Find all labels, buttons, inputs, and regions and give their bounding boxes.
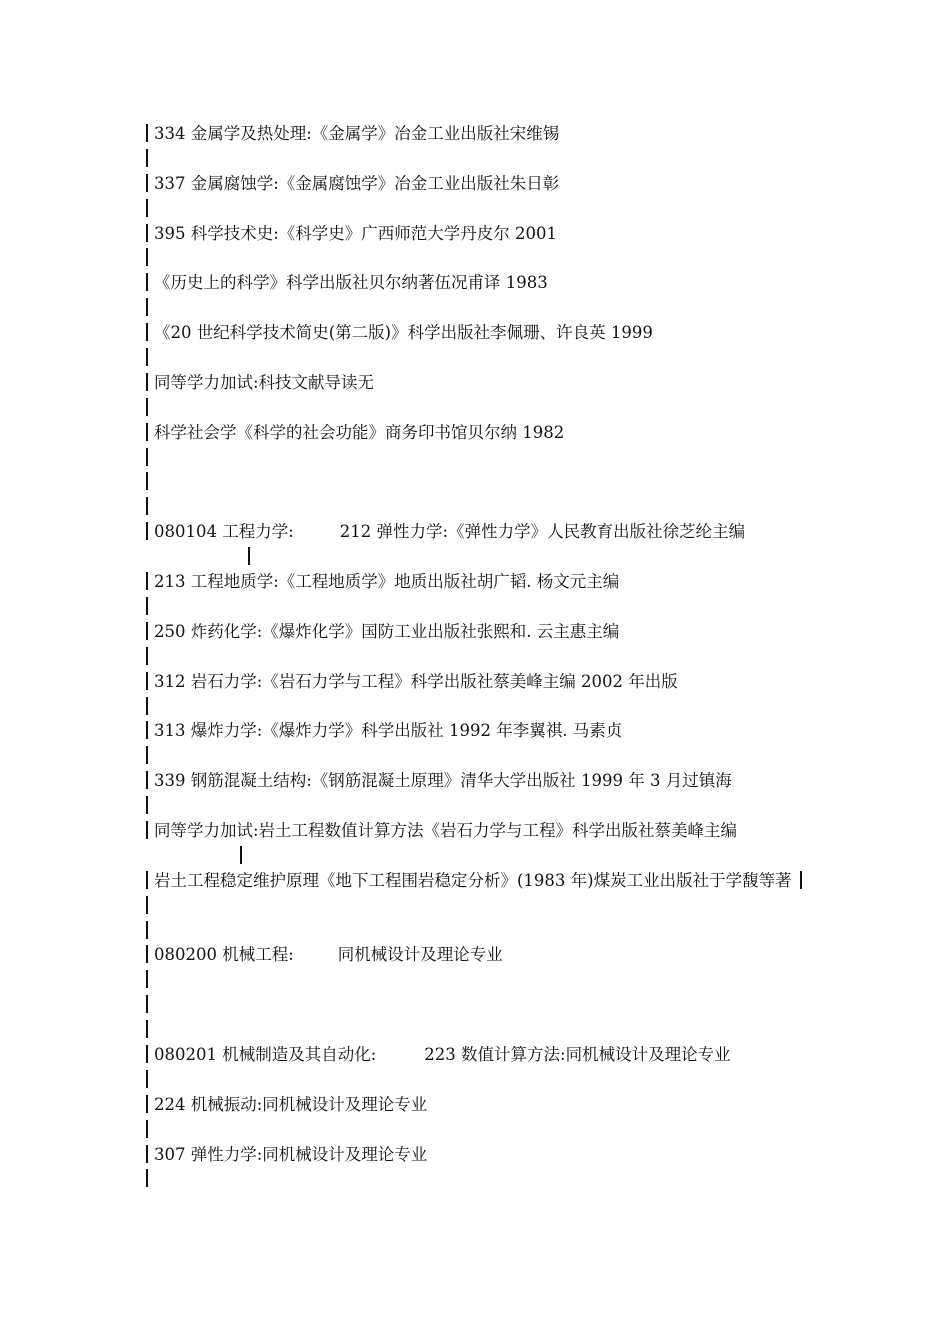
text-line (146, 645, 826, 670)
bar-marker (248, 547, 250, 565)
line-text: 223 数值计算方法:同机械设计及理论专业 (424, 1045, 731, 1065)
bar-marker (146, 672, 148, 690)
text-line (146, 271, 826, 296)
text-line (146, 470, 826, 495)
line-text: 岩土工程稳定维护原理《地下工程围岩稳定分析》(1983 年)煤炭工业出版社于学馥等著 (154, 870, 792, 890)
text-line (146, 122, 826, 147)
text-line (146, 943, 826, 968)
text-line (146, 1018, 826, 1043)
line-text: 313 爆炸力学:《爆炸力学》科学出版社 1992 年李翼祺. 马素贞 (154, 721, 623, 741)
bar-marker (146, 995, 148, 1013)
bar-marker (146, 448, 148, 466)
section-heading: 080200 机械工程: (154, 945, 294, 965)
line-text: 224 机械振动:同机械设计及理论专业 (154, 1094, 428, 1114)
line-text: 334 金属学及热处理:《金属学》冶金工业出版社宋维锡 (154, 124, 560, 143)
bar-marker (146, 423, 148, 441)
line-text: 同机械设计及理论专业 (337, 945, 503, 965)
text-line (146, 570, 826, 595)
line-text: 307 弹性力学:同机械设计及理论专业 (154, 1144, 428, 1164)
bar-marker (146, 821, 148, 839)
bar-marker (146, 472, 148, 490)
bar-marker (146, 373, 148, 391)
bar-marker (146, 896, 148, 914)
text-line (146, 446, 826, 471)
bar-marker (146, 497, 148, 515)
line-text: 《历史上的科学》科学出版社贝尔纳著伍况甫译 1983 (154, 273, 548, 293)
line-text: 312 岩石力学:《岩石力学与工程》科学出版社蔡美峰主编 2002 年出版 (154, 671, 678, 691)
text-line (146, 421, 826, 446)
line-text: 337 金属腐蚀学:《金属腐蚀学》冶金工业出版社朱日彰 (154, 173, 560, 193)
bar-marker (146, 970, 148, 988)
bar-marker (146, 124, 148, 142)
bar-marker (146, 298, 148, 316)
text-line (146, 894, 826, 919)
bar-marker (146, 1070, 148, 1088)
bar-marker (146, 1169, 148, 1187)
text-line (146, 695, 826, 720)
line-text: 《20 世纪科学技术简史(第二版)》科学出版社李佩珊、许良英 1999 (154, 323, 653, 343)
text-line (146, 620, 826, 645)
line-text: 同等学力加试:岩土工程数值计算方法《岩石力学与工程》科学出版社蔡美峰主编 (154, 820, 738, 840)
bar-marker (146, 199, 148, 217)
text-line (146, 520, 814, 570)
bar-marker (146, 622, 148, 640)
text-line (146, 1143, 826, 1168)
bar-marker (146, 796, 148, 814)
text-line (146, 296, 826, 321)
text-line (146, 222, 826, 247)
line-text: 395 科学技术史:《科学史》广西师范大学丹皮尔 2001 (154, 223, 558, 243)
text-line (146, 1068, 826, 1093)
bar-marker (800, 871, 802, 889)
text-line (146, 1167, 826, 1192)
line-text: 科学社会学《科学的社会功能》商务印书馆贝尔纳 1982 (154, 422, 565, 442)
line-text: 同等学力加试:科技文献导读无 (154, 372, 375, 392)
text-line (146, 396, 826, 421)
line-text: 213 工程地质学:《工程地质学》地质出版社胡广韬. 杨文元主编 (154, 572, 620, 592)
text-line (146, 246, 826, 271)
text-line (146, 968, 826, 993)
bar-marker (146, 174, 148, 192)
bar-marker (146, 1020, 148, 1038)
text-line (146, 595, 826, 620)
text-line (146, 371, 826, 396)
bar-marker (146, 572, 148, 590)
line-text: 250 炸药化学:《爆炸化学》国防工业出版社张熙和. 云主惠主编 (154, 621, 620, 641)
bar-marker (146, 597, 148, 615)
text-line (146, 744, 826, 769)
text-line (146, 172, 826, 197)
line-text: 339 钢筋混凝土结构:《钢筋混凝土原理》清华大学出版社 1999 年 3 月过镇海 (154, 771, 732, 791)
bar-marker (146, 721, 148, 739)
text-line (146, 197, 826, 222)
bar-marker (146, 1120, 148, 1138)
text-line (146, 346, 826, 371)
text-line (146, 993, 826, 1018)
text-line (146, 1118, 826, 1143)
document-body (146, 122, 826, 1192)
text-line (146, 919, 826, 944)
text-line (146, 819, 814, 869)
bar-marker (146, 248, 148, 266)
bar-marker (146, 522, 148, 540)
text-line (146, 1043, 826, 1068)
line-text: 212 弹性力学:《弹性力学》人民教育出版社徐芝纶主编 (339, 522, 746, 542)
bar-marker (146, 1095, 148, 1113)
text-line (146, 719, 826, 744)
bar-marker (146, 1045, 148, 1063)
bar-marker (146, 647, 148, 665)
text-line (146, 794, 826, 819)
bar-marker (146, 224, 148, 242)
bar-marker (146, 871, 148, 889)
bar-marker (146, 323, 148, 341)
bar-marker (146, 1145, 148, 1163)
bar-marker (146, 273, 148, 291)
bar-marker (240, 846, 242, 864)
section-heading: 080201 机械制造及其自动化: (154, 1045, 377, 1065)
text-line (146, 147, 826, 172)
bar-marker (146, 348, 148, 366)
text-line (146, 769, 826, 794)
text-line (146, 869, 814, 894)
bar-marker (146, 771, 148, 789)
section-heading: 080104 工程力学: (154, 522, 294, 542)
text-line (146, 495, 826, 520)
bar-marker (146, 921, 148, 939)
bar-marker (146, 945, 148, 963)
text-line (146, 1093, 826, 1118)
bar-marker (146, 398, 148, 416)
bar-marker (146, 697, 148, 715)
bar-marker (146, 149, 148, 167)
bar-marker (146, 746, 148, 764)
text-line (146, 670, 826, 695)
text-line (146, 321, 826, 346)
